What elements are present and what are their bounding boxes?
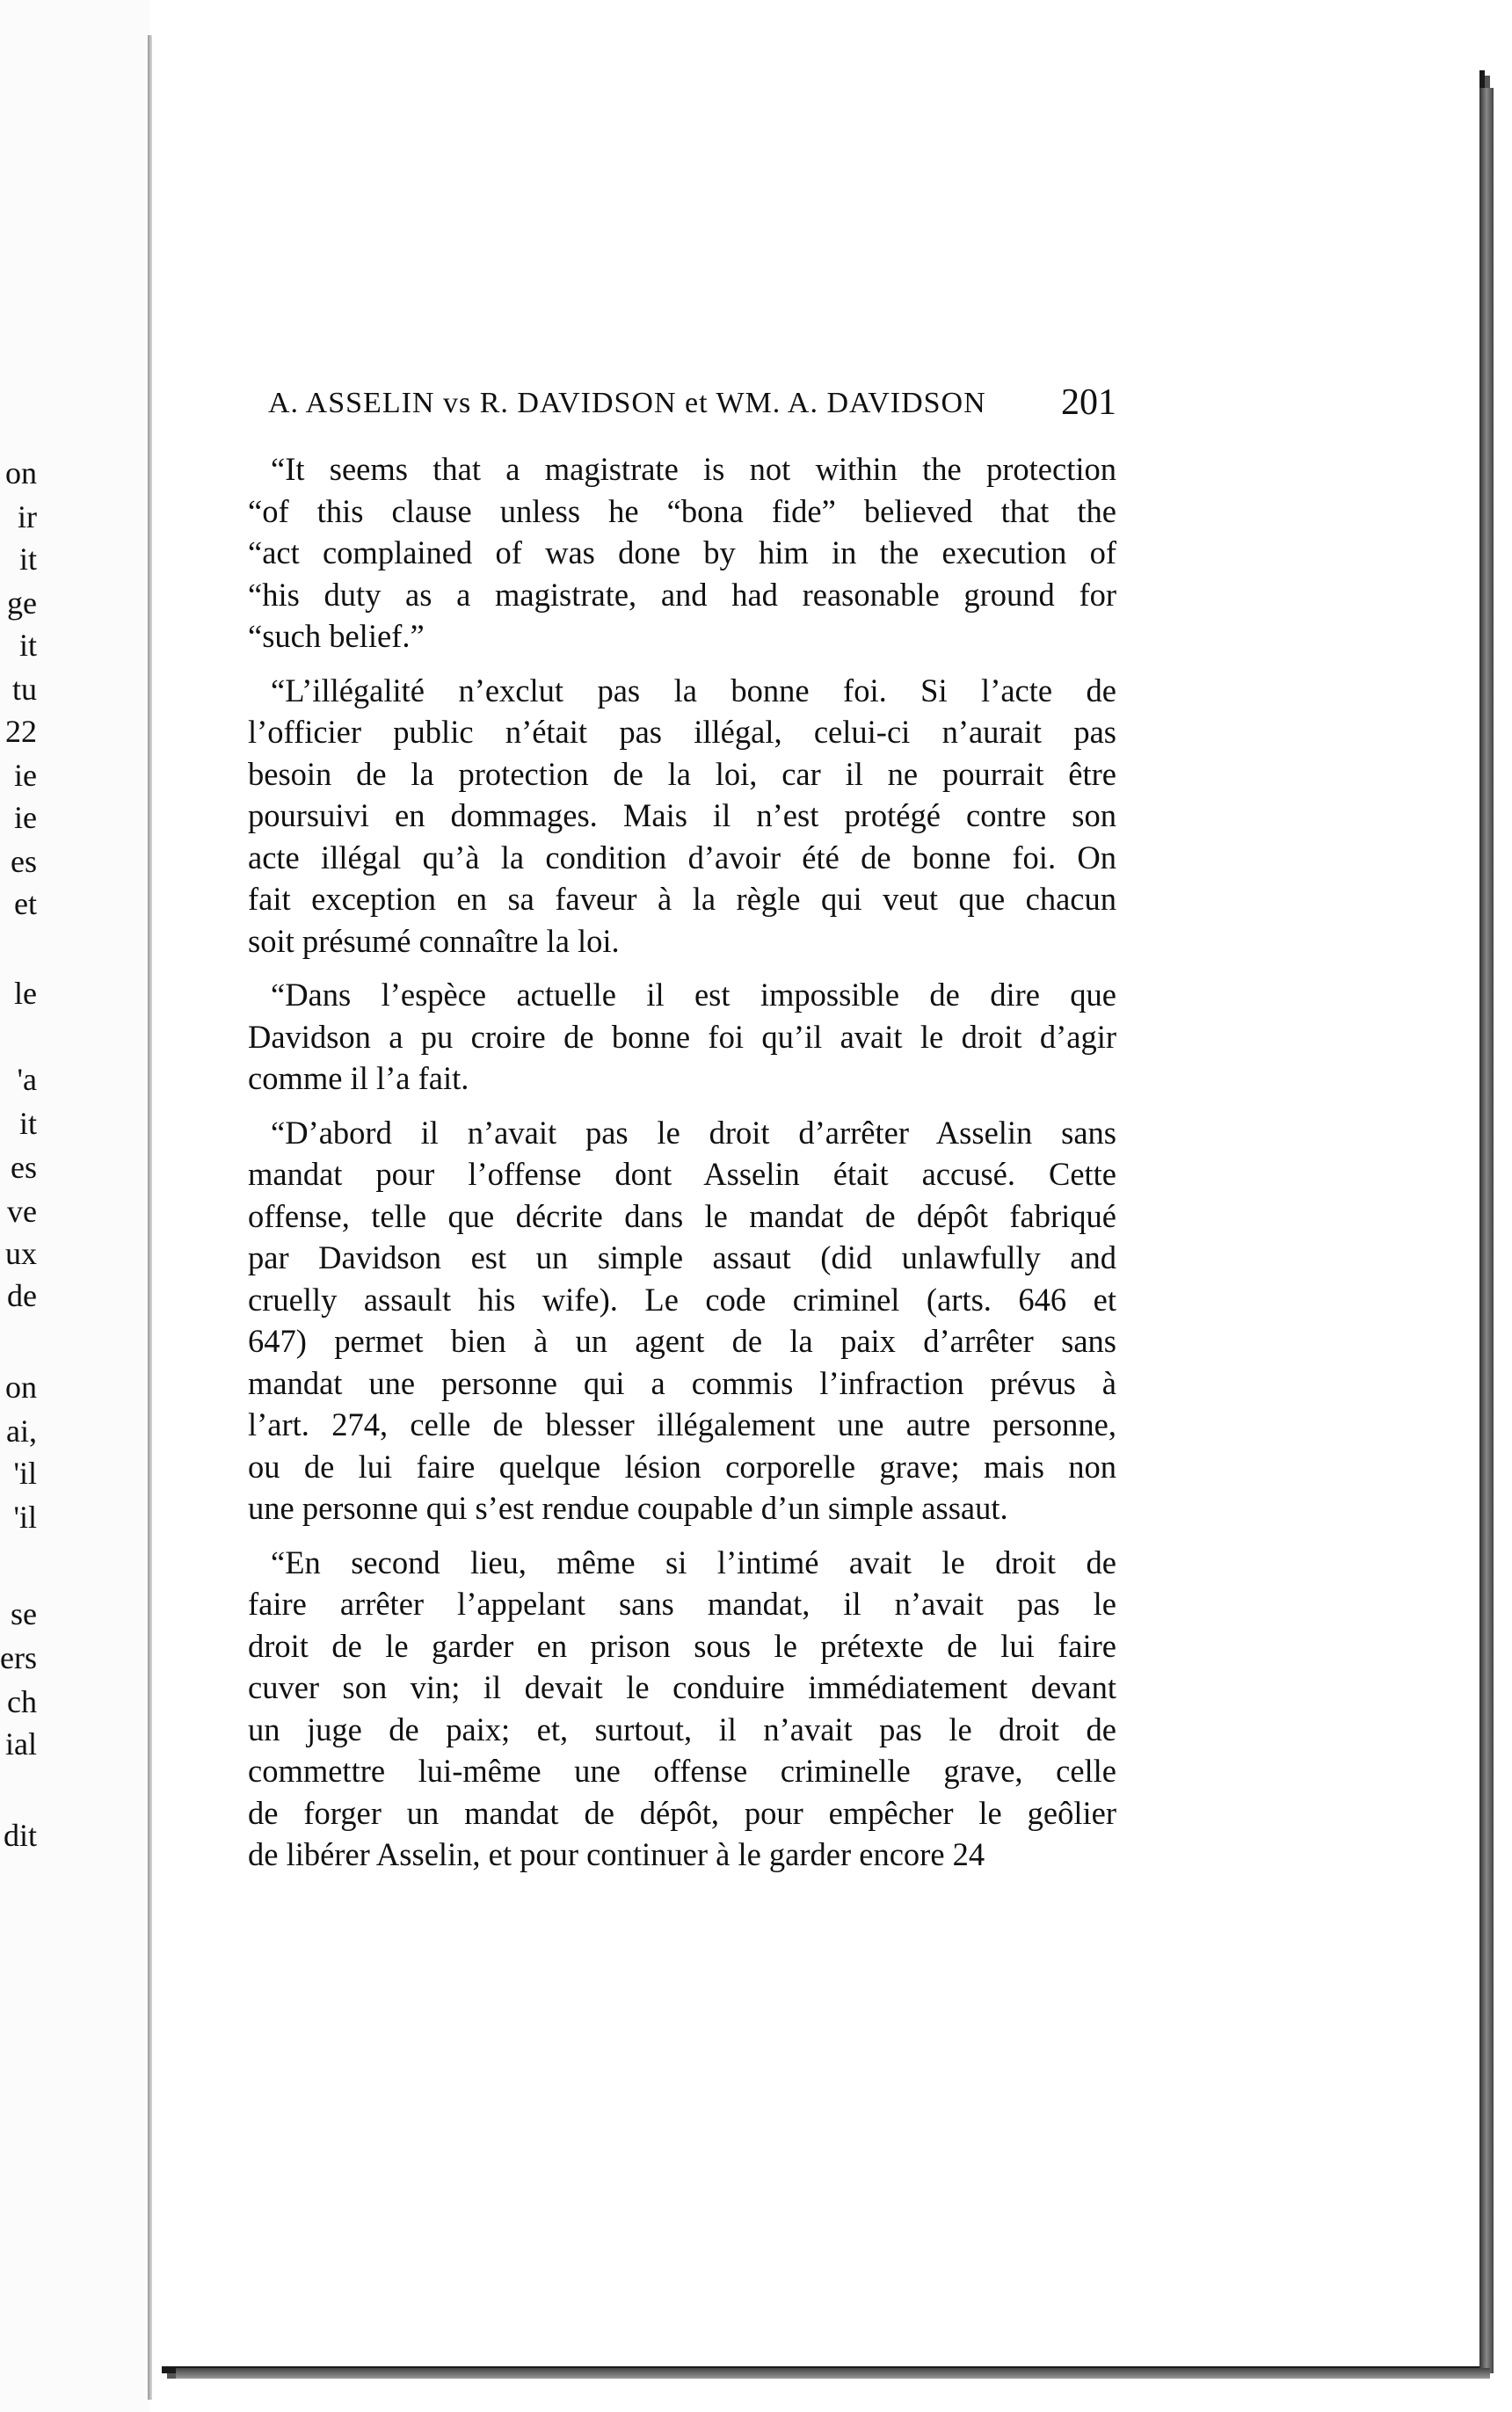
text-line: comme il l’a fait.	[248, 1060, 469, 1096]
left-page-fragment: 'il	[13, 1500, 37, 1535]
paragraph	[248, 1112, 1116, 1529]
left-page-fragment: de	[7, 1278, 37, 1313]
left-page-fragment: ie	[14, 800, 37, 835]
left-page-fragment: ve	[7, 1194, 37, 1229]
paragraph	[248, 670, 1116, 963]
page-number: 201	[1061, 382, 1116, 423]
text-line: faire arrêter l’appelant sans mandat, il n’avait pas le	[248, 1586, 1116, 1622]
text-line: ou de lui faire quelque lésion corporelle grave; mais non	[248, 1448, 1116, 1485]
left-page-fragment: ai,	[6, 1413, 37, 1449]
left-page-fragment: it	[18, 541, 37, 577]
text-line: l’art. 274, celle de blesser illégalement une autre personne,	[248, 1406, 1116, 1442]
text-line: “D’abord il n’avait pas le droit d’arrêter Asselin sans	[271, 1114, 1116, 1151]
text-line: cuver son vin; il devait le conduire immédiatement devant	[248, 1669, 1116, 1705]
running-title: A. ASSELIN vs R. DAVIDSON et WM. A. DAVIDSON	[268, 387, 986, 419]
text-line: “such belief.”	[248, 618, 425, 654]
left-page-fragment: 'a	[17, 1062, 37, 1097]
paragraph	[248, 1542, 1116, 1876]
text-line: “It seems that a magistrate is not within the protection	[271, 451, 1116, 487]
left-page-fragment: tu	[11, 672, 37, 707]
left-page-fragment: 'il	[13, 1456, 37, 1491]
left-page-fragment: es	[11, 1150, 37, 1185]
text-line: offense, telle que décrite dans le mandat de dépôt fabriqué	[248, 1197, 1116, 1234]
text-line: 647) permet bien à un agent de la paix d’arrêter sans	[248, 1323, 1116, 1359]
text-line: “Dans l’espèce actuelle il est impossible de dire que	[271, 977, 1116, 1013]
text-line: mandat pour l’offense dont Asselin était accusé. Cette	[248, 1156, 1116, 1192]
left-page-fragment: it	[18, 1106, 37, 1141]
text-line: commettre lui-même une offense criminelle grave, celle	[248, 1753, 1116, 1789]
left-page-fragment: ers	[0, 1640, 37, 1675]
left-page-fragment: ie	[14, 758, 37, 793]
text-line: l’officier public n’était pas illégal, celui-ci n’aurait pas	[248, 714, 1116, 750]
left-page-fragment: on	[5, 1369, 37, 1405]
paragraph	[248, 448, 1116, 657]
text-line: “act complained of was done by him in the execution of	[248, 534, 1116, 570]
left-page-fragment: on	[5, 455, 37, 490]
text-line: besoin de la protection de la loi, car il ne pourrait être	[248, 755, 1116, 792]
left-page-fragment: ial	[5, 1726, 37, 1762]
text-line: “of this clause unless he “bona fide” believed that the	[248, 492, 1116, 529]
left-page-fragment: ge	[7, 585, 37, 621]
text-line: de forger un mandat de dépôt, pour empêcher le geôlier	[248, 1794, 1116, 1831]
body-text	[248, 448, 1116, 1888]
text-line: fait exception en sa faveur à la règle qui veut que chacun	[248, 881, 1116, 917]
left-page-fragment: it	[18, 628, 37, 663]
text-line: mandat une personne qui a commis l’infraction prévus à	[248, 1364, 1116, 1401]
text-line: Davidson a pu croire de bonne foi qu’il avait le droit d’agir	[248, 1018, 1116, 1055]
left-page-fragment: se	[11, 1596, 37, 1631]
text-line: droit de le garder en prison sous le prétexte de lui faire	[248, 1627, 1116, 1664]
left-page-fragment: dit	[3, 1818, 37, 1853]
text-line: une personne qui s’est rendue coupable d’un simple assaut.	[248, 1490, 1008, 1526]
left-page-fragment: ir	[18, 499, 37, 534]
paragraph	[248, 974, 1116, 1100]
gutter-shadow	[148, 35, 152, 2400]
left-page-fragment: es	[11, 844, 37, 879]
text-line: acte illégal qu’à la condition d’avoir été de bonne foi. On	[248, 839, 1116, 875]
page-edge-bottom	[176, 2368, 1490, 2379]
text-line: “L’illégalité n’exclut pas la bonne foi. Si l’acte de	[271, 672, 1116, 708]
text-line: de libérer Asselin, et pour continuer à le garder encore 24	[248, 1836, 985, 1872]
left-page-fragment: ux	[5, 1236, 37, 1271]
text-line: poursuivi en dommages. Mais il n’est protégé contre son	[248, 797, 1116, 833]
text-line: un juge de paix; et, surtout, il n’avait pas le droit de	[248, 1711, 1116, 1747]
text-line: “his duty as a magistrate, and had reasonable ground for	[248, 576, 1116, 613]
text-line: “En second lieu, même si l’intimé avait le droit de	[271, 1544, 1116, 1580]
left-page-fragment: le	[14, 976, 37, 1011]
left-page-strip	[0, 0, 149, 2412]
text-line: soit présumé connaître la loi.	[248, 922, 620, 959]
text-line: par Davidson est un simple assaut (did unlawfully and	[248, 1239, 1116, 1275]
running-header	[268, 382, 1116, 423]
left-page-fragment: ch	[7, 1684, 37, 1719]
page-edge-right	[1479, 88, 1494, 2373]
text-line: cruelly assault his wife). Le code criminel (arts. 646 et	[248, 1281, 1116, 1318]
left-page-fragment: et	[14, 886, 37, 921]
left-page-fragment: 22	[5, 714, 37, 749]
